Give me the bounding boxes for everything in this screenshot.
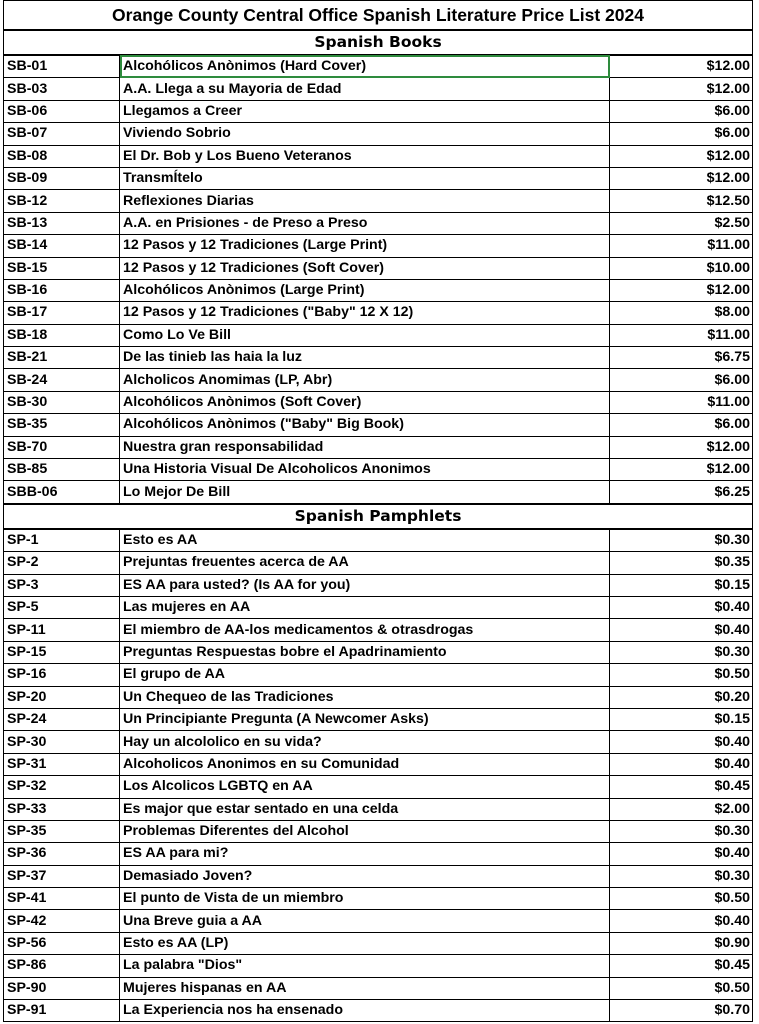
item-code-cell[interactable]: SP-42 [4,910,120,932]
item-title-cell[interactable]: Las mujeres en AA [120,596,610,618]
item-title-cell[interactable]: Alcohólicos Anònimos (Hard Cover) [120,55,610,78]
item-price-cell[interactable]: $0.50 [610,888,753,910]
item-code-cell[interactable]: SP-15 [4,641,120,663]
item-code-cell[interactable]: SB-08 [4,145,120,167]
item-price-cell[interactable]: $0.30 [610,641,753,663]
item-title-cell[interactable]: Demasiado Joven? [120,865,610,887]
item-price-cell[interactable]: $12.00 [610,279,753,301]
item-code-cell[interactable]: SB-17 [4,302,120,324]
item-title-cell[interactable]: La palabra "Dios" [120,955,610,977]
table-row [4,619,753,641]
table-row [4,753,753,775]
item-code-cell[interactable]: SP-35 [4,820,120,842]
item-title-cell[interactable]: Viviendo Sobrio [120,123,610,145]
item-price-cell[interactable]: $0.50 [610,664,753,686]
item-code-cell[interactable]: SB-15 [4,257,120,279]
item-title-cell[interactable]: Alcohólicos Anònimos ("Baby" Big Book) [120,414,610,436]
item-price-cell[interactable]: $12.00 [610,436,753,458]
item-price-cell[interactable]: $2.00 [610,798,753,820]
item-code-cell[interactable]: SP-2 [4,552,120,574]
table-row [4,731,753,753]
table-row [4,100,753,122]
item-title-cell[interactable]: ES AA para usted? (Is AA for you) [120,574,610,596]
item-code-cell[interactable]: SP-24 [4,708,120,730]
table-row [4,347,753,369]
item-title-cell[interactable]: Un Chequeo de las Tradiciones [120,686,610,708]
item-title-cell[interactable]: Lo Mejor De Bill [120,481,610,504]
page-title[interactable]: Orange County Central Office Spanish Literature Price List 2024 [4,1,753,31]
item-price-cell[interactable]: $0.40 [610,596,753,618]
item-price-cell[interactable]: $11.00 [610,391,753,413]
header-row [4,1,753,31]
item-price-cell[interactable]: $0.90 [610,932,753,954]
item-title-cell[interactable]: El miembro de AA-los medicamentos & otrasdrogas [120,619,610,641]
item-title-cell[interactable]: A.A. Llega a su Mayoria de Edad [120,78,610,100]
item-code-cell[interactable]: SP-1 [4,529,120,552]
item-code-cell[interactable]: SP-16 [4,664,120,686]
table-row [4,798,753,820]
item-code-cell[interactable]: SP-3 [4,574,120,596]
table-row [4,977,753,999]
item-code-cell[interactable]: SB-85 [4,459,120,481]
item-price-cell[interactable]: $12.00 [610,55,753,78]
item-price-cell[interactable]: $0.70 [610,1000,753,1022]
item-price-cell[interactable]: $0.40 [610,619,753,641]
table-row [4,459,753,481]
table-row [4,641,753,663]
item-code-cell[interactable]: SB-12 [4,190,120,212]
table-row [4,123,753,145]
table-row [4,257,753,279]
item-price-cell[interactable]: $12.00 [610,459,753,481]
item-price-cell[interactable]: $0.15 [610,574,753,596]
item-title-cell[interactable]: Esto es AA (LP) [120,932,610,954]
table-row [4,932,753,954]
item-code-cell[interactable]: SP-11 [4,619,120,641]
table-row [4,324,753,346]
item-title-cell[interactable]: Mujeres hispanas en AA [120,977,610,999]
item-price-cell[interactable]: $0.50 [610,977,753,999]
section-row-pamphlets [4,504,753,529]
item-title-cell[interactable]: ES AA para mi? [120,843,610,865]
section-heading-pamphlets[interactable]: Spanish Pamphlets [4,504,753,529]
item-price-cell[interactable]: $2.50 [610,212,753,234]
item-price-cell[interactable]: $6.00 [610,369,753,391]
item-price-cell[interactable]: $0.40 [610,910,753,932]
table-row [4,708,753,730]
item-price-cell[interactable]: $6.00 [610,100,753,122]
item-code-cell[interactable]: SP-32 [4,776,120,798]
table-row [4,776,753,798]
table-row [4,190,753,212]
item-title-cell[interactable]: La Experiencia nos ha ensenado [120,1000,610,1022]
price-list-body [4,1,753,1022]
item-title-cell[interactable]: Reflexiones Diarias [120,190,610,212]
item-price-cell[interactable]: $11.00 [610,235,753,257]
item-title-cell[interactable]: Llegamos a Creer [120,100,610,122]
item-title-cell[interactable]: TransmÍtelo [120,167,610,189]
item-code-cell[interactable]: SB-13 [4,212,120,234]
item-price-cell[interactable]: $0.30 [610,529,753,552]
item-title-cell[interactable]: Preguntas Respuestas bobre el Apadrinamiento [120,641,610,663]
item-price-cell[interactable]: $6.00 [610,414,753,436]
table-row [4,235,753,257]
item-title-cell[interactable]: Hay un alcololico en su vida? [120,731,610,753]
table-row [4,596,753,618]
item-code-cell[interactable]: SP-37 [4,865,120,887]
item-title-cell[interactable]: Es major que estar sentado en una celda [120,798,610,820]
item-price-cell[interactable]: $0.30 [610,865,753,887]
item-title-cell[interactable]: El grupo de AA [120,664,610,686]
item-title-cell[interactable]: 12 Pasos y 12 Tradiciones (Large Print) [120,235,610,257]
item-code-cell[interactable]: SP-41 [4,888,120,910]
table-row [4,145,753,167]
item-code-cell[interactable]: SB-09 [4,167,120,189]
item-code-cell[interactable]: SB-30 [4,391,120,413]
item-code-cell[interactable]: SP-20 [4,686,120,708]
item-title-cell[interactable]: A.A. en Prisiones - de Preso a Preso [120,212,610,234]
item-price-cell[interactable]: $6.00 [610,123,753,145]
item-title-cell[interactable]: Alcohólicos Anònimos (Large Print) [120,279,610,301]
table-row [4,414,753,436]
table-row [4,212,753,234]
table-row [4,436,753,458]
table-row [4,55,753,78]
table-row [4,279,753,301]
item-price-cell[interactable]: $10.00 [610,257,753,279]
item-code-cell[interactable]: SB-70 [4,436,120,458]
item-title-cell[interactable]: El Dr. Bob y Los Bueno Veteranos [120,145,610,167]
item-price-cell[interactable]: $12.00 [610,145,753,167]
section-heading-books[interactable]: Spanish Books [4,30,753,55]
item-price-cell[interactable]: $0.40 [610,731,753,753]
item-code-cell[interactable]: SB-35 [4,414,120,436]
item-title-cell[interactable]: Alcoholicos Anonimos en su Comunidad [120,753,610,775]
item-code-cell[interactable]: SBB-06 [4,481,120,504]
table-row [4,888,753,910]
item-code-cell[interactable]: SP-33 [4,798,120,820]
item-title-cell[interactable]: Un Principiante Pregunta (A Newcomer Asks) [120,708,610,730]
table-row [4,302,753,324]
item-code-cell[interactable]: SP-86 [4,955,120,977]
item-price-cell[interactable]: $0.30 [610,820,753,842]
table-row [4,865,753,887]
table-row [4,820,753,842]
section-row-books [4,30,753,55]
item-code-cell[interactable]: SB-01 [4,55,120,78]
item-title-cell[interactable]: Una Historia Visual De Alcoholicos Anonimos [120,459,610,481]
item-title-cell[interactable]: Esto es AA [120,529,610,552]
item-price-cell[interactable]: $12.00 [610,78,753,100]
item-code-cell[interactable]: SP-90 [4,977,120,999]
item-title-cell[interactable]: Como Lo Ve Bill [120,324,610,346]
price-list-sheet [3,0,752,1024]
item-title-cell[interactable]: Alcohólicos Anònimos (Soft Cover) [120,391,610,413]
table-row [4,481,753,504]
item-title-cell[interactable]: Los Alcolicos LGBTQ en AA [120,776,610,798]
item-code-cell[interactable]: SB-18 [4,324,120,346]
table-row [4,910,753,932]
table-row [4,529,753,552]
table-row [4,574,753,596]
item-title-cell[interactable]: Alcholicos Anomimas (LP, Abr) [120,369,610,391]
item-title-cell[interactable]: Problemas Diferentes del Alcohol [120,820,610,842]
table-row [4,391,753,413]
table-row [4,167,753,189]
item-price-cell[interactable]: $6.75 [610,347,753,369]
item-title-cell[interactable]: Prejuntas freuentes acerca de AA [120,552,610,574]
table-row [4,78,753,100]
item-price-cell[interactable]: $0.15 [610,708,753,730]
item-code-cell[interactable]: SP-56 [4,932,120,954]
item-code-cell[interactable]: SP-91 [4,1000,120,1022]
item-price-cell[interactable]: $12.50 [610,190,753,212]
item-code-cell[interactable]: SP-5 [4,596,120,618]
item-price-cell[interactable]: $12.00 [610,167,753,189]
item-price-cell[interactable]: $8.00 [610,302,753,324]
item-code-cell[interactable]: SP-30 [4,731,120,753]
table-row [4,664,753,686]
item-price-cell[interactable]: $11.00 [610,324,753,346]
item-code-cell[interactable]: SB-14 [4,235,120,257]
item-price-cell[interactable]: $0.45 [610,776,753,798]
item-code-cell[interactable]: SB-16 [4,279,120,301]
item-price-cell[interactable]: $0.35 [610,552,753,574]
item-code-cell[interactable]: SB-03 [4,78,120,100]
item-code-cell[interactable]: SB-07 [4,123,120,145]
item-price-cell[interactable]: $0.45 [610,955,753,977]
item-code-cell[interactable]: SB-06 [4,100,120,122]
table-row [4,686,753,708]
item-title-cell[interactable]: El punto de Vista de un miembro [120,888,610,910]
item-code-cell[interactable]: SB-21 [4,347,120,369]
table-row [4,843,753,865]
item-code-cell[interactable]: SP-31 [4,753,120,775]
item-price-cell[interactable]: $0.40 [610,753,753,775]
item-title-cell[interactable]: Una Breve guia a AA [120,910,610,932]
table-row [4,1000,753,1022]
item-title-cell[interactable]: 12 Pasos y 12 Tradiciones (Soft Cover) [120,257,610,279]
item-price-cell[interactable]: $0.20 [610,686,753,708]
item-code-cell[interactable]: SP-36 [4,843,120,865]
item-code-cell[interactable]: SB-24 [4,369,120,391]
price-list-table [3,0,753,1022]
table-row [4,369,753,391]
item-price-cell[interactable]: $0.40 [610,843,753,865]
table-row [4,552,753,574]
item-title-cell[interactable]: De las tinieb las haia la luz [120,347,610,369]
item-price-cell[interactable]: $6.25 [610,481,753,504]
table-row [4,955,753,977]
item-title-cell[interactable]: 12 Pasos y 12 Tradiciones ("Baby" 12 X 12) [120,302,610,324]
item-title-cell[interactable]: Nuestra gran responsabilidad [120,436,610,458]
